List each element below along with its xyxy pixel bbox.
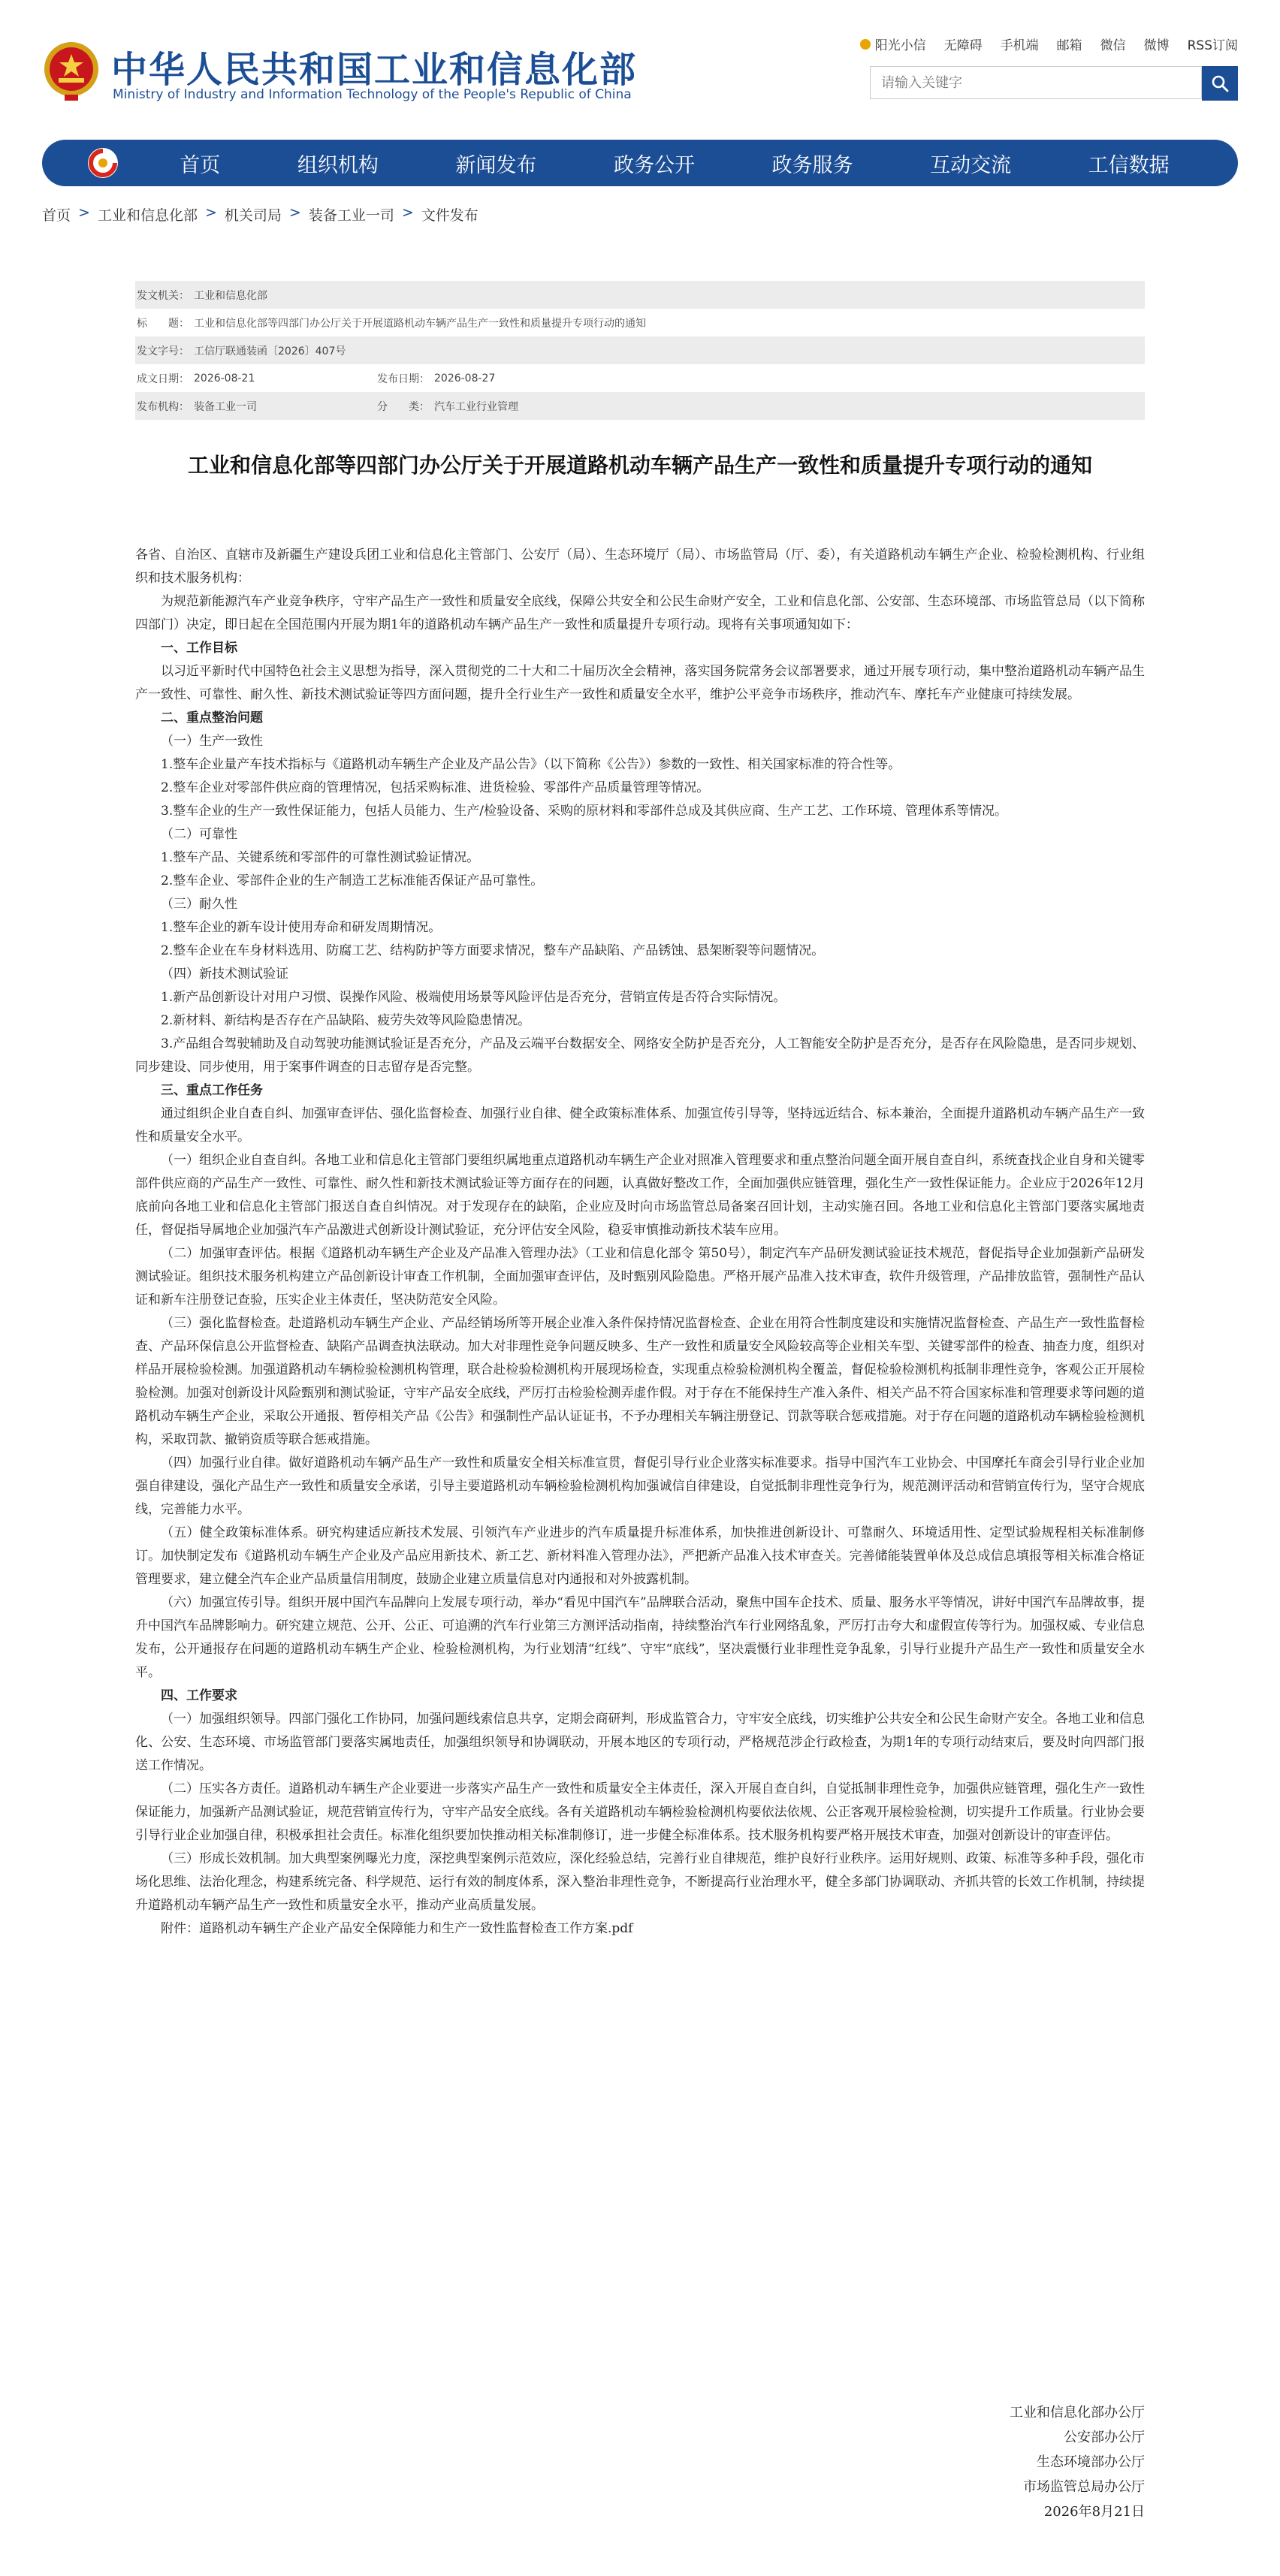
paragraph: （三）形成长效机制。加大典型案例曝光力度，深挖典型案例示范效应，深化经验总结，完善行业自律规范，维护良好行业秩序。运用好规则、政策、标准等多种手段，强化市场化思维、法治化理念，构建系统完备、科学规范、运行有效的制度体系，深入整治非理性竞争，不断提高行业治理水平，健全多部门协调联动、齐抓共管的长效工作机制，持续提升道路机动车辆产品生产一致性和质量安全水平，推动产业高质量发展。 [135,1851,1145,1913]
meta-row-dates [135,364,1145,392]
document-meta-table [135,281,1145,420]
paragraph: 通过组织企业自查自纠、加强审查评估、强化监督检查、加强行业自律、健全政策标准体系、加强宣传引导等，坚持远近结合、标本兼治，全面提升道路机动车辆产品生产一致性和质量安全水平。 [135,1106,1145,1145]
paragraph: 为规范新能源汽车产业竞争秩序，守牢产品生产一致性和质量安全底线，保障公共安全和公民生命财产安全，工业和信息化部、公安部、生态环境部、市场监管总局（以下简称四部门）决定，即日起在全国范围内开展为期1年的道路机动车辆产品生产一致性和质量提升专项行动。现将有关事项通知如下： [135,594,1145,632]
paragraph: 2.新材料、新结构是否存在产品缺陷、疲劳失效等风险隐患情况。 [161,1013,531,1028]
section-heading: 四、工作要求 [161,1688,237,1703]
paragraph-list [135,544,1145,1917]
breadcrumb-separator: > [288,204,301,221]
document-title: 工业和信息化部等四部门办公厅关于开展道路机动车辆产品生产一致性和质量提升专项行动的通知 [187,453,1092,478]
site-name-cn[interactable]: 中华人民共和国工业和信息化部 [111,49,638,91]
section-heading: 一、工作目标 [161,641,237,656]
meta-label: 成文日期： [137,373,189,385]
document-body [135,544,1145,1941]
top-links [860,35,1238,53]
paragraph: （二）压实各方责任。道路机动车辆生产企业要进一步落实产品生产一致性和质量安全主体责任，深入开展自查自纠，自觉抵制非理性竞争，加强供应链管理，强化生产一致性保证能力，加强新产品测试验证，规范营销宣传行为，守牢产品安全底线。各有关道路机动车辆检验检测机构要依法依规、公正客观开展检验检测，切实提升工作质量。行业协会要引导行业企业加强自律，积极承担社会责任。标准化组织要加快推动相关标准制修订，进一步健全标准体系。技术服务机构要严格开展技术审查，加强对创新设计的审查评估。 [135,1781,1145,1843]
paragraph: （一）组织企业自查自纠。各地工业和信息化主管部门要组织属地重点道路机动车辆生产企业对照准入管理要求和重点整治问题全面开展自查自纠，系统查找企业自身和关键零部件供应商的产品生产一致性、可靠性、耐久性和新技术测试验证等方面存在的问题，认真做好整改工作，全面加强供应链管理，强化生产一致性保证能力。企业应于2026年12月底前向各地工业和信息化主管部门报送自查自纠情况。对于发现存在的缺陷，企业应及时向市场监管总局备案召回计划，主动实施召回。各地工业和信息化主管部门要落实属地责任，督促指导属地企业加强汽车产品激进式创新设计测试验证，充分评估安全风险，稳妥审慎推动新技术装车应用。 [135,1153,1145,1238]
signature-line: 市场监管总局办公厅 [1023,2479,1145,2495]
paragraph: （三）强化监督检查。赴道路机动车辆生产企业、产品经销场所等开展企业准入条件保持情况监督检查、企业在用符合性制度建设和实施情况监督检查、产品生产一致性监督检查、产品环保信息公开监督检查、缺陷产品调查执法联动。加大对非理性竞争问题反映多、生产一致性和质量安全风险较高等企业相关车型、关键零部件的检查、抽查力度，组织对样品开展检验检测。加强道路机动车辆检验检测机构管理，联合赴检验检测机构开展现场检查，实现重点检验检测机构全覆盖，督促检验检测机构抵制非理性竞争，客观公正开展检验检测。加强对创新设计风险甄别和测试验证，守牢产品安全底线，严厉打击检验检测弄虚作假。对于存在不能保持生产准入条件、相关产品不符合国家标准和管理要求等问题的道路机动车辆生产企业，采取公开通报、暂停相关产品《公告》和强制性产品认证证书，不予办理相关车辆注册登记、罚款等联合惩戒措施。对于存在问题的道路机动车辆检验检测机构，采取罚款、撤销资质等联合惩戒措施。 [135,1316,1145,1447]
top-link-wechat[interactable]: 微信 [1100,38,1126,53]
breadcrumb-item[interactable]: 机关司局 [224,207,282,224]
breadcrumb-item[interactable]: 工业和信息化部 [97,207,198,224]
nav-data[interactable]: 工信数据 [1088,153,1170,177]
meta-label: 分 类： [377,400,430,413]
meta-row-title [135,309,1145,336]
nav-news[interactable]: 新闻发布 [455,153,537,177]
top-link-mobile[interactable]: 手机端 [1000,38,1039,53]
paragraph: 1.整车企业量产车技术指标与《道路机动车辆生产企业及产品公告》（以下简称《公告》）参数的一致性、相关国家标准的符合性等。 [161,757,901,772]
breadcrumb-item[interactable]: 首页 [42,207,71,224]
attachment-link[interactable]: 附件：道路机动车辆生产企业产品安全保障能力和生产一致性监督检查工作方案.pdf [161,1921,633,1936]
nav-government-affairs[interactable]: 政务公开 [613,153,695,177]
section-heading: 二、重点整治问题 [161,710,263,725]
meta-value: 装备工业一司 [194,400,257,413]
paragraph: 3.产品组合驾驶辅助及自动驾驶功能测试验证是否充分，产品及云端平台数据安全、网络安全防护是否充分，人工智能安全防护是否充分，是否存在风险隐患，是否同步规划、同步建设、同步使用，用于案事件调查的日志留存是否完整。 [135,1036,1145,1075]
nav-services[interactable]: 政务服务 [771,153,853,177]
search-box [870,66,1238,101]
meta-value: 汽车工业行业管理 [434,400,518,413]
paragraph: 2.整车企业对零部件供应商的管理情况，包括采购标准、进货检验、零部件产品质量管理等情况。 [161,780,710,795]
site-header [42,30,1238,113]
paragraph: （五）健全政策标准体系。研究构建适应新技术发展、引领汽车产业进步的汽车质量提升标准体系，加快推进创新设计、可靠耐久、环境适用性、定型试验规程相关标准制修订。加快制定发布《道路机动车辆生产企业及产品应用新技术、新工艺、新材料准入管理办法》，严把新产品准入技术审查关。完善储能装置单体及总成信息填报等相关标准合格证管理要求，建立健全汽车企业产品质量信用制度，鼓励企业建立质量信息对内通报和对外披露机制。 [135,1525,1145,1587]
meta-value: 2026-08-21 [194,372,255,385]
search-button[interactable] [1202,66,1238,101]
breadcrumb-item[interactable]: 文件发布 [421,207,478,224]
subsection-heading: （一）生产一致性 [161,734,263,749]
nav-interaction[interactable]: 互动交流 [930,153,1012,177]
breadcrumb-item[interactable]: 装备工业一司 [308,207,394,224]
meta-value: 2026-08-27 [434,372,496,385]
signature-line: 工业和信息化部办公厅 [1010,2405,1145,2421]
paragraph: 1.新产品创新设计对用户习惯、误操作风险、极端使用场景等风险评估是否充分，营销宣传是否符合实际情况。 [161,990,786,1005]
signature-date: 2026年8月21日 [1043,2504,1145,2520]
site-name-en: Ministry of Industry and Information Technology of the People's Republic of China [113,87,632,102]
paragraph: 3.整车企业的生产一致性保证能力，包括人员能力、生产/检验设备、采购的原材料和零部件总成及其供应商、生产工艺、工作环境、管理体系等情况。 [161,804,1007,819]
subsection-heading: （二）可靠性 [161,827,237,842]
breadcrumb [42,204,478,225]
meta-row-docno [135,336,1145,364]
signature-line: 公安部办公厅 [1064,2430,1145,2445]
nav-organization[interactable]: 组织机构 [297,153,379,177]
meta-label: 发文字号： [137,345,189,357]
meta-label: 发布机构： [137,400,189,413]
signature-block [1010,2400,1145,2524]
paragraph: 1.整车产品、关键系统和零部件的可靠性测试验证情况。 [161,850,480,865]
section-heading: 三、重点工作任务 [161,1083,263,1098]
national-emblem-icon[interactable] [42,39,101,102]
top-link-sunshine[interactable]: 阳光小信 [860,35,926,53]
meta-row-org [135,392,1145,420]
paragraph: 2.整车企业在车身材料选用、防腐工艺、结构防护等方面要求情况，整车产品缺陷、产品锈蚀、悬架断裂等问题情况。 [161,943,825,958]
paragraph: （一）加强组织领导。四部门强化工作协同，加强问题线索信息共享，定期会商研判，形成监管合力，守牢安全底线，切实维护公共安全和公民生命财产安全。各地工业和信息化、公安、生态环境、市场监管部门要落实属地责任，加强组织领导和协调联动，开展本地区的专项行动，严格规范涉企行政检查，为期1年的专项行动结束后，要及时向四部门报送工作情况。 [135,1712,1145,1773]
paragraph: （二）加强审查评估。根据《道路机动车辆生产企业及产品准入管理办法》（工业和信息化部令 第50号），制定汽车产品研发测试验证技术规范，督促指导企业加强新产品研发测试验证。组织技术服务机构建立产品创新设计审查工作机制，全面加强审查评估，及时甄别风险隐患。严格开展产品准入技术审查，软件升级管理，产品排放监管，强制性产品认证和新车注册登记查验，压实企业主体责任，坚决防范安全风险。 [135,1246,1145,1308]
meta-row-issuer [135,281,1145,309]
paragraph: 各省、自治区、直辖市及新疆生产建设兵团工业和信息化主管部门、公安厅（局）、生态环境厅（局）、市场监管局（厅、委），有关道路机动车辆生产企业、检验检测机构、行业组织和技术服务机构： [135,547,1145,586]
meta-value: 工信厅联通装函〔2026〕407号 [194,345,346,357]
meta-value: 工业和信息化部等四部门办公厅关于开展道路机动车辆产品生产一致性和质量提升专项行动的通知 [194,317,646,330]
breadcrumb-separator: > [204,204,217,221]
miit-logo-icon[interactable] [86,146,120,180]
sun-icon [860,39,871,50]
signature-line: 生态环境部办公厅 [1037,2454,1145,2470]
meta-label: 标 题： [137,317,189,330]
paragraph: （六）加强宣传引导。组织开展中国汽车品牌向上发展专项行动，举办“看见中国汽车”品牌联合活动，聚焦中国车企技术、质量、服务水平等情况，讲好中国汽车品牌故事，提升中国汽车品牌影响力。研究建立规范、公开、公正、可追溯的汽车行业第三方测评活动指南，持续整治汽车行业网络乱象，严厉打击夸大和虚假宣传等行为。加强权威、专业信息发布，公开通报存在问题的道路机动车辆生产企业、检验检测机构，为行业划清“红线”、守牢“底线”，坚决震慑行业非理性竞争乱象，引导行业提升产品生产一致性和质量安全水平。 [135,1595,1145,1680]
search-input[interactable] [870,66,1202,99]
meta-value: 工业和信息化部 [194,289,267,302]
subsection-heading: （三）耐久性 [161,897,237,912]
main-nav [42,140,1238,186]
breadcrumb-separator: > [78,204,90,221]
search-icon [1211,74,1229,92]
meta-label: 发文机关： [137,289,189,302]
paragraph: 1.整车企业的新车设计使用寿命和研发周期情况。 [161,920,442,935]
paragraph: （四）加强行业自律。做好道路机动车辆产品生产一致性和质量安全相关标准宣贯，督促引导行业企业落实标准要求。指导中国汽车工业协会、中国摩托车商会引导行业企业加强自律建设，强化产品生产一致性和质量安全承诺，引导主要道路机动车辆检验检测机构加强诚信自律建设，自觉抵制非理性竞争行为，规范测评活动和营销宣传行为，坚守合规底线，完善能力水平。 [135,1455,1145,1517]
top-link-rss[interactable]: RSS订阅 [1187,38,1238,53]
top-link-weibo[interactable]: 微博 [1143,38,1170,53]
top-link-accessibility[interactable]: 无障碍 [943,38,983,53]
top-link-mail[interactable]: 邮箱 [1056,38,1082,53]
nav-home[interactable]: 首页 [180,153,221,177]
paragraph: 以习近平新时代中国特色社会主义思想为指导，深入贯彻党的二十大和二十届历次全会精神，落实国务院常务会议部署要求，通过开展专项行动，集中整治道路机动车辆产品生产一致性、可靠性、耐久性、新技术测试验证等四方面问题，提升全行业生产一致性和质量安全水平，维护公平竞争市场秩序，推动汽车、摩托车产业健康可持续发展。 [135,664,1145,702]
breadcrumb-separator: > [401,204,414,221]
meta-label: 发布日期： [377,373,430,385]
subsection-heading: （四）新技术测试验证 [161,967,288,982]
paragraph: 2.整车企业、零部件企业的生产制造工艺标准能否保证产品可靠性。 [161,873,544,888]
